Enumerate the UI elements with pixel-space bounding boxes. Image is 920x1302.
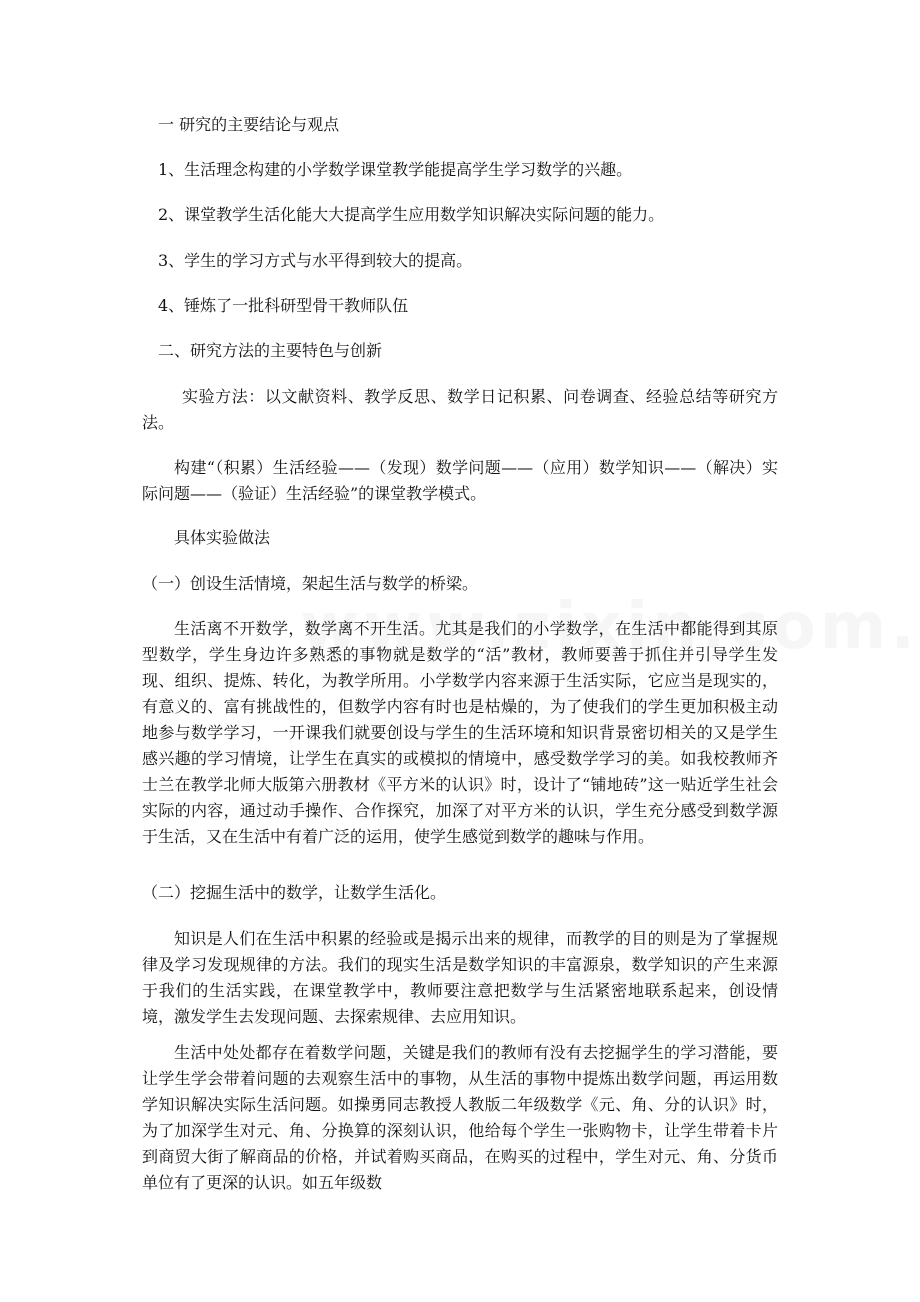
paragraph-section-1: 生活离不开数学，数学离不开生活。尤其是我们的小学数学，在生活中都能得到其原型数学，学生身边许多熟悉的事物就是数学的“活”教材，教师要善于抓住并引导学生发现、组织、提炼、转化，为教学所用。小学数学内容来源于生活实际，它应当是现实的，有意义的、富有挑战性的，但数学内容有时也是枯燥的，为了使我们的学生更加积极主动地参与数学学习，一开课我们就要创设与学生的生活环境和知识背景密切相关的又是学生感兴趣的学习情境，让学生在真实的或模拟的情境中，感受数学学习的美。如我校教师齐士兰在教学北师大版第六册教材《平方米的认识》时，设计了“铺地砖”这一贴近学生社会实际的内容，通过动手操作、合作探究，加深了对平方米的认识，学生充分感受到数学源于生活，又在生活中有着广泛的运用，使学生感觉到数学的趣味与作用。 bbox=[142, 619, 778, 846]
conclusion-item-2: 2、课堂教学生活化能大大提高学生应用数学知识解决实际问题的能力。 bbox=[158, 205, 665, 224]
heading-section-1: （一）创设生活情境，架起生活与数学的桥梁。 bbox=[142, 574, 479, 593]
heading-method-features: 二、研究方法的主要特色与创新 bbox=[158, 341, 383, 360]
heading-main-conclusions: 一 研究的主要结论与观点 bbox=[158, 115, 340, 134]
heading-practice: 具体实验做法 bbox=[174, 528, 271, 547]
faint-watermark bbox=[300, 590, 920, 664]
paragraph-section-2-part-1: 知识是人们在生活中积累的经验或是揭示出来的规律，而教学的目的则是为了掌握规律及学习发现规律的方法。我们的现实生活是数学知识的丰富源泉，数学知识的产生来源于我们的生活实践，在课堂教学中，教师要注意把数学与生活紧密地联系起来，创设情境，激发学生去发现问题、去探索规律、去应用知识。 bbox=[142, 929, 778, 1026]
conclusion-item-4: 4、锤炼了一批科研型骨干教师队伍 bbox=[158, 296, 409, 315]
conclusion-item-3: 3、学生的学习方式与水平得到较大的提高。 bbox=[158, 251, 473, 270]
paragraph-section-2-part-2: 生活中处处都存在着数学问题，关键是我们的教师有没有去挖掘学生的学习潜能，要让学生学会带着问题的去观察生活中的事物，从生活的事物中提炼出数学问题，再运用数学知识解决实际生活问题。如操勇同志教授人教版二年级数学《元、角、分的认识》时，为了加深学生对元、角、分换算的深刻认识，他给每个学生一张购物卡，让学生带着卡片到商贸大街了解商品的价格，并试着购买商品，在购买的过程中，学生对元、角、分货币单位有了更深的认识。如五年级数 bbox=[142, 1043, 778, 1192]
paragraph-teaching-model: 构建“（积累）生活经验——（发现）数学问题——（应用）数学知识——（解决）实际问题——（验证）生活经验”的课堂教学模式。 bbox=[142, 458, 778, 503]
paragraph-experiment-method: 实验方法：以文献资料、教学反思、数学日记积累、问卷调查、经验总结等研究方法。 bbox=[142, 387, 778, 432]
conclusion-item-1: 1、生活理念构建的小学数学课堂教学能提高学生学习数学的兴趣。 bbox=[158, 160, 633, 179]
heading-section-2: （二）挖掘生活中的数学，让数学生活化。 bbox=[142, 883, 447, 902]
